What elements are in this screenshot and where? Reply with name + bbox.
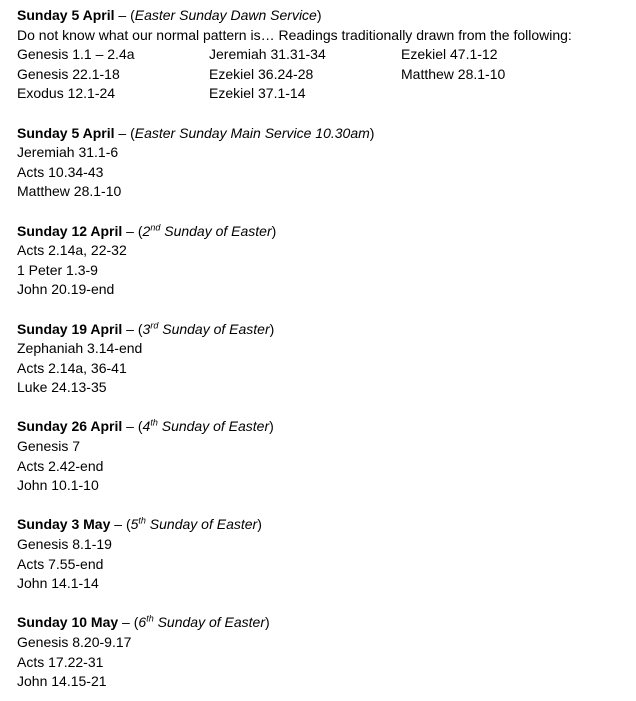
heading-close: ) [369,124,375,141]
ordinal-suffix: rd [150,319,159,330]
reading: Genesis 7 [17,438,81,455]
section-5th-sunday-of-easter [17,515,629,593]
section-day: Sunday 12 April [17,222,123,239]
reading: John 20.19-end [17,281,115,298]
description-text: Sunday of Easter [160,222,272,239]
reading: Acts 2.14a, 22-32 [17,242,127,259]
reading: Acts 2.14a, 36-41 [17,359,127,376]
reading: Genesis 22.1-18 [17,65,120,82]
reading: Genesis 8.1-19 [17,536,112,553]
section-description [143,418,270,434]
section-easter-main [17,124,629,202]
section-day: Sunday 5 April [17,124,115,141]
section-heading [17,222,629,242]
section-heading [17,6,629,26]
reading: Exodus 12.1-24 [17,85,116,102]
section-day: Sunday 19 April [17,320,123,337]
ordinal-number: 6 [138,614,147,631]
reading: John 10.1-10 [17,477,99,494]
section-day: Sunday 5 April [17,7,115,23]
description-text: Sunday of Easter [145,516,258,533]
ordinal-number: 3 [142,320,151,337]
description-text: Sunday of Easter [157,418,270,435]
section-heading [17,320,629,340]
heading-separator: – ( [118,614,139,631]
reading: Jeremiah 31.31-34 [209,46,326,63]
reading: Zephaniah 3.14-end [17,340,143,357]
section-heading [17,124,629,144]
section-description: Easter Sunday Dawn Service [134,7,317,23]
heading-separator: – ( [122,222,143,239]
reading: Matthew 28.1-10 [401,65,506,82]
heading-close: ) [316,7,322,23]
heading-separator: – ( [114,124,135,141]
reading: Acts 7.55-end [17,555,104,572]
reading: Acts 17.22-31 [17,653,104,670]
heading-separator: – ( [110,516,131,533]
reading: Ezekiel 47.1-12 [401,46,498,63]
ordinal-number: 4 [142,418,151,435]
reading-empty [401,84,591,104]
section-easter-dawn [17,6,629,104]
section-day: Sunday 10 May [17,614,119,631]
reading: Luke 24.13-35 [17,379,107,396]
description-text: Sunday of Easter [153,614,265,631]
reading: Acts 2.42-end [17,457,104,474]
section-heading [17,417,629,437]
section-description [143,321,270,337]
section-3rd-sunday-of-easter [17,320,629,398]
reading: Ezekiel 36.24-28 [209,65,314,82]
section-day: Sunday 26 April [17,418,123,435]
reading: 1 Peter 1.3-9 [17,261,98,278]
heading-separator: – ( [122,418,143,435]
lectionary-document [17,6,629,692]
ordinal-suffix: th [150,417,158,428]
heading-close: ) [257,516,262,533]
section-description [143,223,272,239]
section-6th-sunday-of-easter [17,613,629,691]
reading: Jeremiah 31.1-6 [17,144,119,161]
reading: Matthew 28.1-10 [17,183,122,200]
reading: Genesis 8.20-9.17 [17,634,132,650]
heading-close: ) [269,320,275,337]
ordinal-number: 2 [142,222,151,239]
heading-close: ) [269,418,274,435]
section-description: Easter Sunday Main Service 10.30am [134,124,370,141]
section-2nd-sunday-of-easter [17,222,629,300]
heading-separator: – ( [122,320,143,337]
section-note: Do not know what our normal pattern is… Readings traditionally drawn from the following: [17,26,572,43]
ordinal-suffix: th [146,613,154,624]
section-day: Sunday 3 May [17,516,111,533]
reading: John 14.15-21 [17,673,107,690]
reading: John 14.1-14 [17,575,99,592]
heading-separator: – ( [114,7,135,23]
section-4th-sunday-of-easter [17,417,629,495]
ordinal-number: 5 [130,516,139,533]
section-description [131,516,258,532]
reading: Acts 10.34-43 [17,163,104,180]
heading-close: ) [265,614,270,631]
reading: Ezekiel 37.1-14 [209,85,306,102]
readings-grid [17,45,629,104]
reading: Genesis 1.1 – 2.4a [17,46,135,63]
section-heading [17,613,629,633]
ordinal-suffix: th [138,515,146,526]
section-heading [17,515,629,535]
description-text: Sunday of Easter [158,320,270,337]
ordinal-suffix: nd [150,221,161,232]
heading-close: ) [271,222,277,239]
section-description [138,614,265,630]
